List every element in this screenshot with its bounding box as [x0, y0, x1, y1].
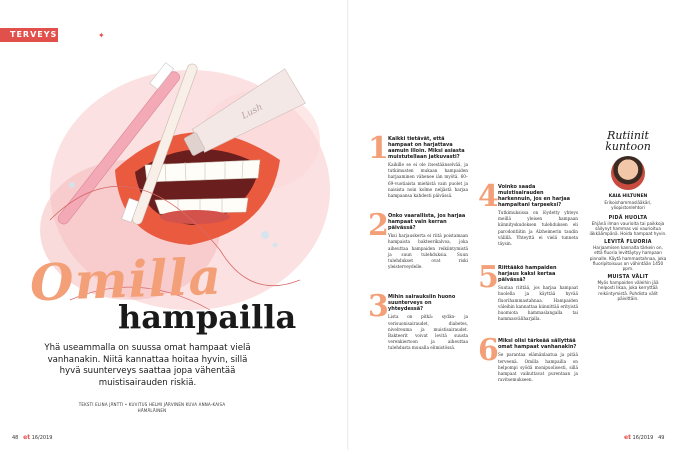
tip-heading: PIDÄ HUOLTA — [608, 215, 648, 221]
tip-heading: MUISTA VÄLIT — [607, 274, 649, 280]
qa-number: 2 — [368, 208, 389, 244]
magazine-logo: et — [624, 434, 631, 441]
tip-text: Myös hampaiden väleihin jää helposti likaa, joka kerryttää reikiintymistä. Puhdista välit päivittäin. — [597, 279, 659, 301]
folio-left — [12, 434, 52, 441]
qa-answer: Lista on pitkä: sydän- ja verisuonisairaudet, diabetes, nivelreuma ja muistisairaudet. Bakteerit voivat levitä suusta verenkiertoon ja aiheuttaa tulehdusta muualla elimistössä. — [388, 314, 468, 351]
qa-answer: Kaikille se ei ole itsestäänselvää, ja tutkimusten mukaan hampaiden harjaaminen vähenee iän myötä. 60–69-vuotiaista miehistä vain puolet ja naisista noin kolme neljästä harjaa hampaansa kahdesti päivässä. — [388, 162, 468, 199]
headline-omilla: Omilla — [29, 246, 223, 313]
lede-paragraph: Yhä useammalla on suussa omat hampaat vielä vanhanakin. Niitä kannattaa hoitaa hyvin, sillä hyvä suunterveys saattaa jopa vähentää muistisairauden riskiä. — [44, 343, 251, 388]
qa-answer: Se parantaa elämänlaatua ja pitää terveenä. Omilla hampailla on helpompi syödä monipuolisesti, sillä hampaat vaikuttavat purentaan ja ravitsemukseen. — [498, 352, 578, 383]
qa-item — [478, 179, 578, 247]
tube-label: Lush — [240, 102, 265, 122]
issue-number: 16/2019 — [31, 435, 53, 441]
qa-number: 5 — [478, 260, 499, 296]
headline-hampailla: hampailla — [118, 298, 297, 336]
expert-role: Erikoishammaslääkäri, yliopistonlehtori — [604, 199, 652, 210]
qa-question: Onko vaarallista, jos harjaa hampaat vain kerran päivässä? — [388, 213, 466, 232]
article-column-2 — [478, 136, 578, 389]
tip-text: Harjaamisen kannalta tärkein on, että fluoria levittäytyy hampaan pinnalle. Käytä hammastahnaa, joka fluoripitoisuus on vähintään 1450 ppm. — [589, 244, 667, 272]
qa-item — [368, 208, 468, 270]
magazine-logo: et — [23, 434, 31, 441]
sidebar-title: Rutiinit kuntoon — [605, 129, 651, 153]
qa-question: Mihin sairauksiin huono suunterveys on yhteydessä? — [388, 294, 456, 313]
tip-heading: LEVITÄ FLUORIA — [604, 239, 652, 245]
qa-number: 4 — [478, 179, 499, 214]
credits: TEKSTI ELINA JÄNTTI • KUVITUS HELMI JÄRVINEN KUVA ANNA-KAISA HÄMÄLÄINEN — [78, 402, 226, 413]
tongue — [160, 210, 230, 224]
qa-number: 1 — [368, 131, 389, 166]
page-number: 49 — [658, 435, 665, 441]
page-number: 48 — [12, 435, 19, 441]
section-tab: TERVEYS — [0, 28, 58, 42]
qa-question: Kaikki tietävät, että hampaat on harjattava aamuin illoin. Miksi asiasta muistutellaan jatkuvasti? — [388, 136, 465, 160]
qa-item — [478, 333, 578, 383]
qa-answer: Tutkimuksissa on löydetty yhteys meillä yleisen hampaan kiinnityskudoksen tulehduksen eli parodontiitin ja Alzheimerin taudin välillä. Yhteyttä ei vielä tunneta täysin. — [498, 210, 578, 247]
qa-item — [368, 289, 468, 351]
tip-text: Ehjänä ilman vaurioita tai paikkoja säilynyt hammas voi vaurioitua iäkkäämpänä. Hoida hampaat hyvin. — [589, 220, 667, 237]
qa-number: 6 — [478, 333, 499, 369]
gutter — [347, 0, 349, 450]
article-column-1 — [368, 131, 468, 358]
qa-question: Voinko saada muistisairauden harkennuin, jos en harjaa hampaitani tarpeeksi? — [498, 184, 570, 208]
folio-right — [624, 434, 664, 441]
issue-number: 16/2019 — [632, 435, 654, 441]
qa-number: 3 — [368, 289, 389, 325]
expert-name: KAIA HILTUNEN — [608, 194, 648, 199]
expert-avatar — [611, 156, 645, 190]
qa-question: Riittääkö hampaiden harjaus kaksi kertaa päivässä? — [498, 265, 557, 284]
svg-text:✦: ✦ — [98, 31, 105, 40]
qa-question: Miksi olisi tärkeää säilyttää omat hampaat vanhanakin? — [498, 338, 577, 351]
qa-answer: Suutaa riittää, jos harjaa hampaat huolella ja käyttää hyvää fluorihammastahnaa. Hampaiden väleihin kannattaa kiinnittää erityistä huomiota hammaslangalla tai hammasväliharjalla. — [498, 285, 578, 322]
expert-sidebar — [589, 130, 667, 301]
qa-answer: Yksi harjauskerta ei riitä poistamaan hampaista bakteerikalvoa, joka aiheuttaa hampaiden reikiintymistä ja suun tulehduksia. Suun tulehdukset ovat riski yleisterveydelle. — [388, 233, 468, 270]
qa-item — [478, 260, 578, 322]
qa-item — [368, 131, 468, 199]
